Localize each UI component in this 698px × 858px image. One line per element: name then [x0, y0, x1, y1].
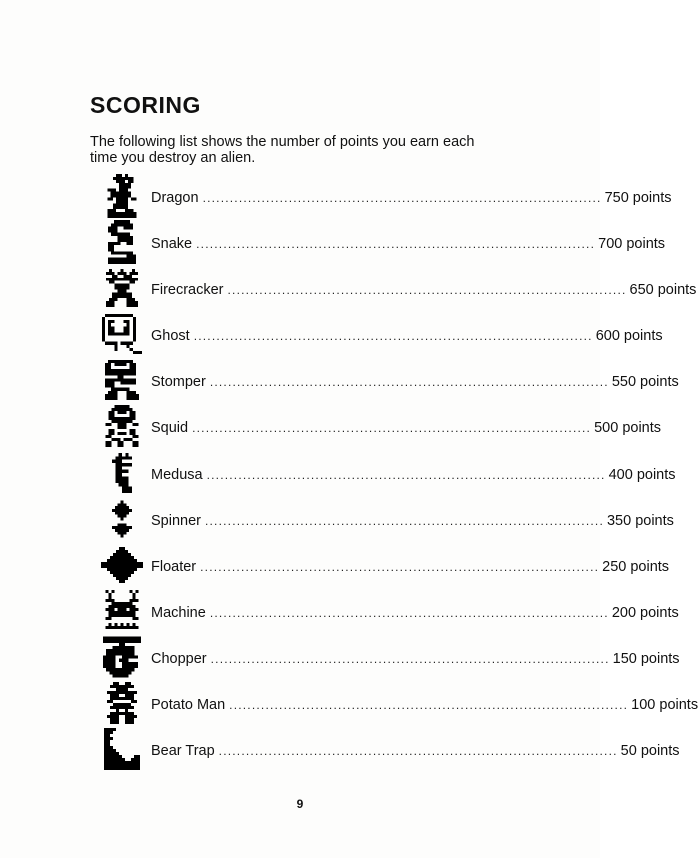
bear-trap-icon [100, 726, 144, 772]
alien-points: 150 points [612, 650, 680, 667]
alien-name: Stomper [151, 374, 206, 391]
floater-icon [100, 542, 144, 588]
list-item: Floater ........................................................................................ 250 points [100, 542, 510, 588]
alien-name: Machine [151, 604, 206, 621]
alien-points: 400 points [608, 466, 676, 483]
alien-name: Bear Trap [151, 743, 215, 760]
machine-icon [100, 588, 144, 634]
alien-points: 350 points [606, 512, 674, 529]
alien-points: 750 points [604, 190, 672, 206]
alien-points: 700 points [598, 236, 666, 253]
list-item: Firecracker ........................................................................................ 650 points [100, 265, 510, 311]
list-item: Potato Man ........................................................................................ 100 points [100, 680, 510, 726]
list-item: Ghost ........................................................................................ 600 points [100, 311, 510, 357]
list-item: Medusa ........................................................................................ 400 points [100, 450, 510, 496]
alien-name: Ghost [151, 328, 190, 345]
alien-points: 250 points [602, 558, 670, 575]
page-title: SCORING [90, 92, 201, 118]
list-item: Snake ........................................................................................ 700 points [100, 219, 510, 265]
alien-points: 200 points [611, 604, 679, 621]
list-item: Dragon ........................................................................................ 750 points [100, 173, 510, 219]
alien-points: 100 points [631, 697, 698, 714]
medusa-icon [100, 450, 144, 496]
chopper-icon [100, 634, 144, 680]
snake-icon [100, 219, 144, 265]
alien-points: 650 points [629, 282, 697, 299]
alien-name: Medusa [151, 466, 203, 483]
alien-name: Potato Man [151, 697, 226, 714]
intro-text: The following list shows the number of points you earn each time you destroy an alien. [90, 134, 475, 166]
list-item: Spinner ........................................................................................ 350 points [100, 496, 510, 542]
alien-points: 500 points [594, 420, 662, 437]
list-item: Stomper ........................................................................................ 550 points [100, 357, 510, 403]
dragon-icon [100, 173, 144, 219]
ghost-icon [100, 311, 144, 357]
list-item: Machine ........................................................................................ 200 points [100, 588, 510, 634]
stomper-icon [100, 357, 144, 403]
alien-name: Snake [151, 236, 193, 253]
squid-icon [100, 403, 144, 449]
alien-points: 550 points [611, 374, 679, 391]
list-item: Squid ........................................................................................ 500 points [100, 403, 510, 449]
alien-name: Spinner [151, 512, 201, 529]
firecracker-icon [100, 265, 144, 311]
alien-name: Floater [151, 558, 197, 575]
page-number: 9 [296, 797, 304, 811]
alien-points: 50 points [620, 743, 680, 760]
list-item: Bear Trap ........................................................................................ 50 points [100, 726, 510, 772]
alien-name: Dragon [151, 190, 199, 206]
alien-name: Chopper [151, 650, 207, 667]
alien-name: Firecracker [151, 282, 224, 299]
alien-name: Squid [151, 420, 189, 437]
list-item: Chopper ........................................................................................ 150 points [100, 634, 510, 680]
scoring-list [100, 173, 698, 772]
potato-man-icon [100, 680, 144, 726]
alien-points: 600 points [595, 328, 663, 345]
spinner-icon [100, 496, 144, 542]
